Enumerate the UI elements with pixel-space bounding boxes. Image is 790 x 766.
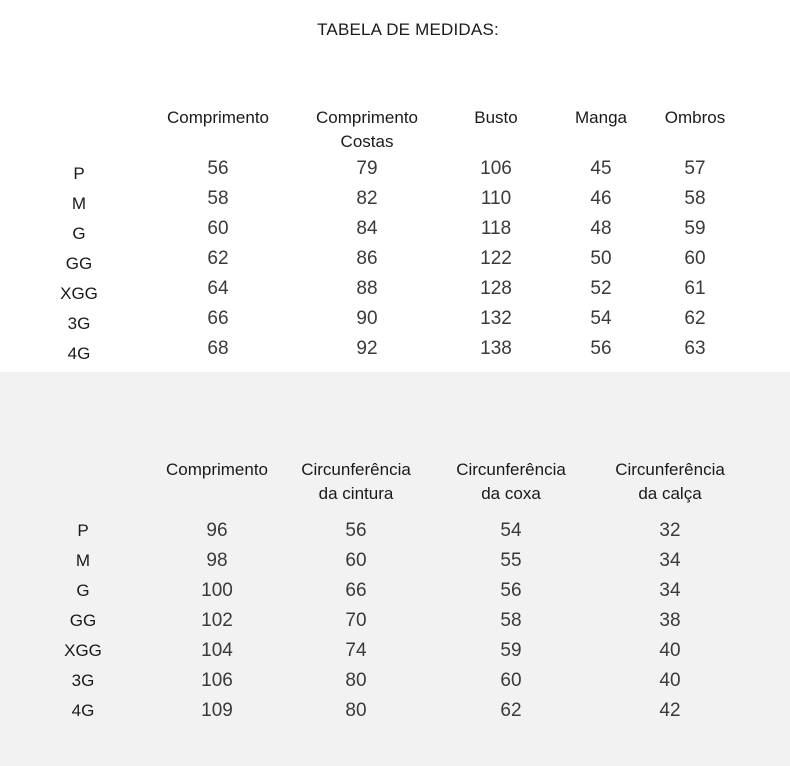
table-cell: 66 bbox=[207, 308, 229, 329]
column-header-line1: Circunferência bbox=[301, 460, 411, 479]
column-header bbox=[615, 458, 725, 506]
table-cell: 54 bbox=[500, 520, 522, 541]
column-header bbox=[301, 458, 411, 506]
table-cell: 45 bbox=[590, 158, 612, 179]
size-label: XGG bbox=[60, 284, 98, 303]
size-label: M bbox=[75, 551, 91, 570]
column-header-line2: da cintura bbox=[318, 484, 394, 503]
table-cell: 138 bbox=[480, 338, 512, 359]
table-cell: 82 bbox=[356, 188, 378, 209]
table-cell: 32 bbox=[659, 520, 681, 541]
column-header-line1: Ombros bbox=[664, 108, 726, 127]
table-cell: 106 bbox=[480, 158, 512, 179]
table-cell: 100 bbox=[201, 580, 233, 601]
table-cell: 54 bbox=[590, 308, 612, 329]
column-header-line1: Comprimento bbox=[166, 108, 270, 127]
table-cell: 86 bbox=[356, 248, 378, 269]
table-cell: 80 bbox=[345, 670, 367, 691]
size-label: P bbox=[73, 164, 85, 183]
table-cell: 62 bbox=[207, 248, 229, 269]
column-header-line1: Comprimento bbox=[165, 460, 269, 479]
table-cell: 90 bbox=[356, 308, 378, 329]
table-cell: 58 bbox=[684, 188, 706, 209]
table-cell: 118 bbox=[480, 218, 512, 239]
size-label: 3G bbox=[71, 671, 95, 690]
table-cell: 50 bbox=[590, 248, 612, 269]
table-cell: 59 bbox=[500, 640, 522, 661]
table-cell: 52 bbox=[590, 278, 612, 299]
table-cell: 55 bbox=[500, 550, 522, 571]
top-panel bbox=[0, 0, 790, 372]
size-label: M bbox=[71, 194, 87, 213]
table-cell: 42 bbox=[659, 700, 681, 721]
table-cell: 60 bbox=[207, 218, 229, 239]
column-header-line1: Circunferência bbox=[615, 460, 725, 479]
table-cell: 132 bbox=[480, 308, 512, 329]
column-header bbox=[316, 106, 418, 154]
column-header-line1: Manga bbox=[575, 108, 627, 127]
table-cell: 80 bbox=[345, 700, 367, 721]
column-header bbox=[167, 106, 269, 130]
table-cell: 63 bbox=[684, 338, 706, 359]
size-label: G bbox=[72, 224, 86, 243]
column-header bbox=[456, 458, 566, 506]
table-cell: 60 bbox=[684, 248, 706, 269]
table-cell: 122 bbox=[480, 248, 512, 269]
table-cell: 59 bbox=[684, 218, 706, 239]
page-title: TABELA DE MEDIDAS: bbox=[317, 20, 499, 39]
table-cell: 66 bbox=[345, 580, 367, 601]
table-cell: 56 bbox=[500, 580, 522, 601]
table-cell: 79 bbox=[356, 158, 378, 179]
table-cell: 61 bbox=[684, 278, 706, 299]
size-label: XGG bbox=[64, 641, 102, 660]
table-cell: 70 bbox=[345, 610, 367, 631]
size-label: GG bbox=[65, 254, 93, 273]
column-header-line1: Busto bbox=[474, 108, 518, 127]
column-header-line2: da coxa bbox=[481, 484, 541, 503]
table-cell: 109 bbox=[201, 700, 233, 721]
table-cell: 56 bbox=[590, 338, 612, 359]
column-header bbox=[166, 458, 268, 482]
table-cell: 64 bbox=[207, 278, 229, 299]
table-cell: 110 bbox=[480, 188, 512, 209]
table-cell: 38 bbox=[659, 610, 681, 631]
table-cell: 74 bbox=[345, 640, 367, 661]
table-cell: 56 bbox=[345, 520, 367, 541]
column-header bbox=[665, 106, 725, 130]
table-cell: 60 bbox=[500, 670, 522, 691]
table-cell: 58 bbox=[207, 188, 229, 209]
column-header bbox=[575, 106, 627, 130]
column-header-line2: Costas bbox=[340, 132, 394, 151]
table-cell: 62 bbox=[500, 700, 522, 721]
size-label: 4G bbox=[67, 344, 91, 363]
table-cell: 56 bbox=[207, 158, 229, 179]
size-label: G bbox=[76, 581, 90, 600]
table-cell: 60 bbox=[345, 550, 367, 571]
table-cell: 102 bbox=[201, 610, 233, 631]
table-cell: 40 bbox=[659, 670, 681, 691]
table-cell: 96 bbox=[206, 520, 228, 541]
size-label: GG bbox=[69, 611, 97, 630]
table-cell: 128 bbox=[480, 278, 512, 299]
table-cell: 48 bbox=[590, 218, 612, 239]
table-cell: 88 bbox=[356, 278, 378, 299]
table-cell: 68 bbox=[207, 338, 229, 359]
table-cell: 104 bbox=[201, 640, 233, 661]
table-cell: 58 bbox=[500, 610, 522, 631]
table-cell: 46 bbox=[590, 188, 612, 209]
table-cell: 34 bbox=[659, 550, 681, 571]
size-label: 3G bbox=[67, 314, 91, 333]
table-cell: 92 bbox=[356, 338, 378, 359]
table-cell: 62 bbox=[684, 308, 706, 329]
table-cell: 57 bbox=[684, 158, 706, 179]
column-header bbox=[474, 106, 517, 130]
table-cell: 98 bbox=[206, 550, 228, 571]
column-header-line1: Circunferência bbox=[456, 460, 566, 479]
size-label: 4G bbox=[71, 701, 95, 720]
column-header-line1: Comprimento bbox=[315, 108, 419, 127]
table-cell: 40 bbox=[659, 640, 681, 661]
table-cell: 106 bbox=[201, 670, 233, 691]
size-label: P bbox=[77, 521, 89, 540]
table-cell: 34 bbox=[659, 580, 681, 601]
column-header-line2: da calça bbox=[638, 484, 702, 503]
table-cell: 84 bbox=[356, 218, 378, 239]
